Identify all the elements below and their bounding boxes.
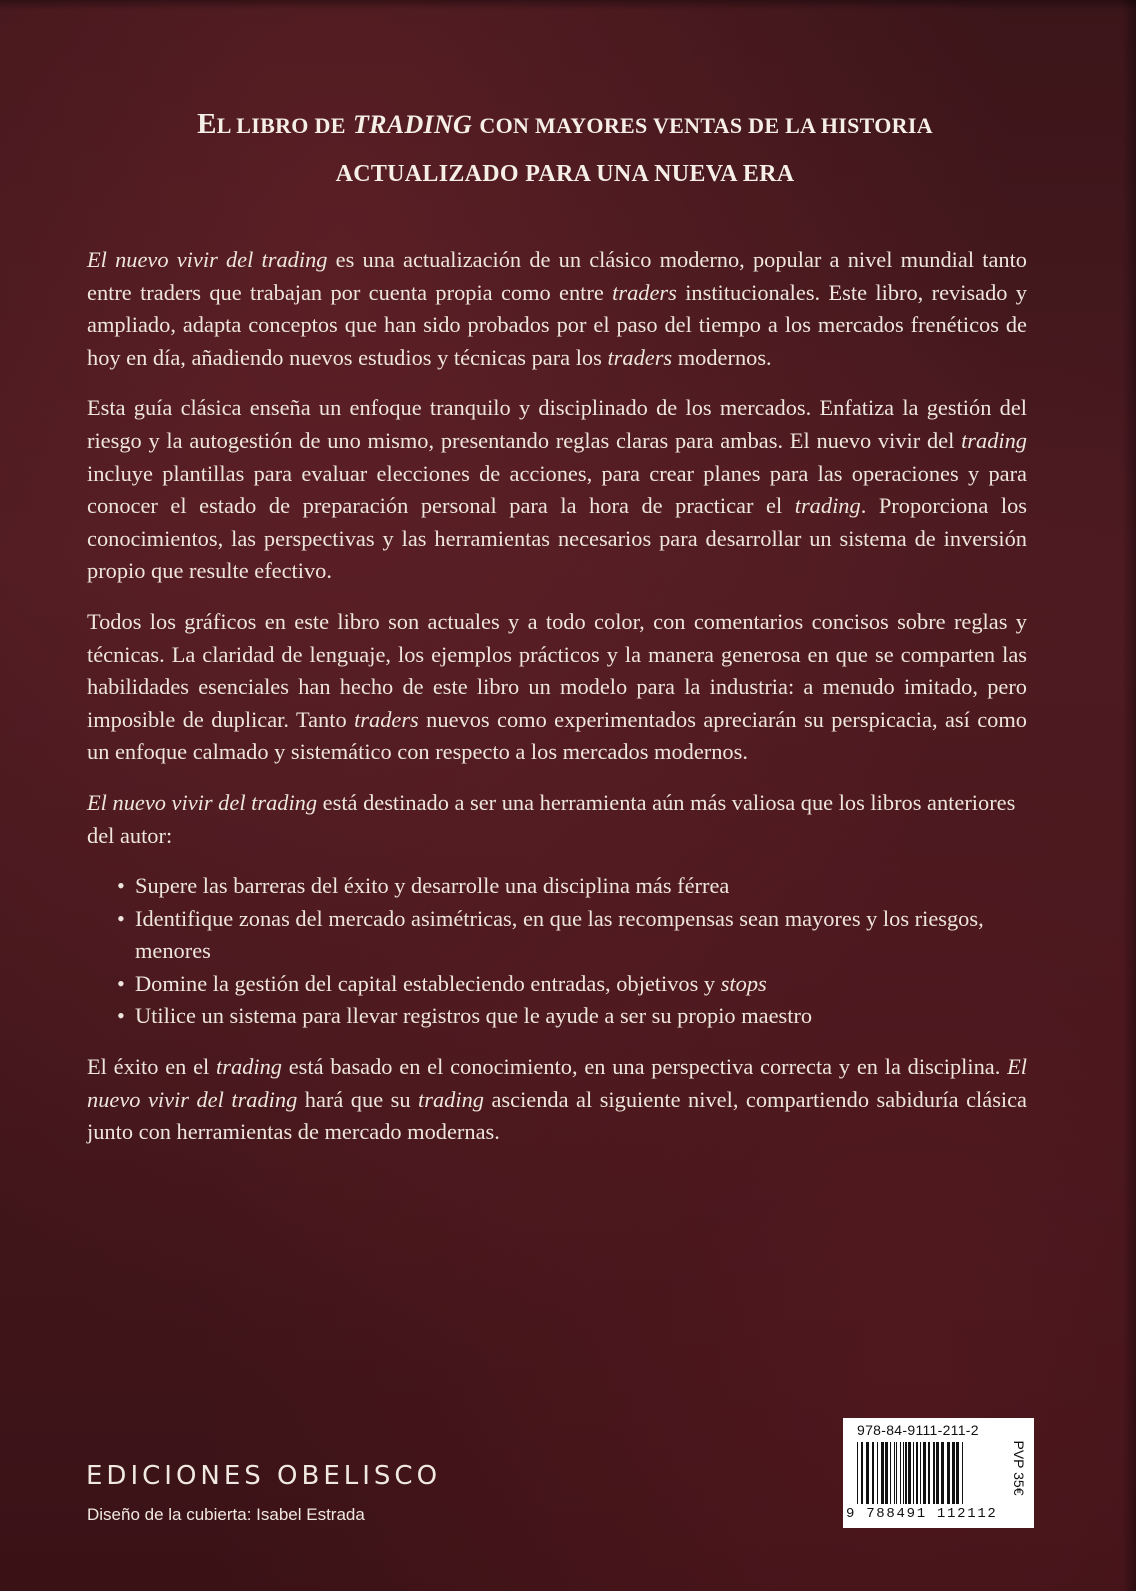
barcode-bar [908, 1442, 911, 1504]
italic-term: traders [607, 344, 673, 370]
isbn-text: 978-84-9111-211-2 [857, 1422, 979, 1438]
italic-term: trading [961, 427, 1027, 453]
text-span: nuevos como experimentados apreciarán su perspicacia, así como un enfoque calmado y sistemático con respecto a los mercados modernos. [87, 706, 1027, 765]
barcode-bar [866, 1442, 869, 1504]
bullet-list [87, 870, 1027, 1033]
barcode-bar [890, 1442, 891, 1504]
book-title-italic: El nuevo vivir del trading [87, 789, 318, 815]
italic-term: trading [418, 1086, 484, 1112]
barcode-bar [861, 1442, 863, 1504]
barcode-bars [857, 1442, 1007, 1504]
barcode-label [843, 1418, 1034, 1528]
publisher-name: EDICIONES OBELISCO [86, 1461, 442, 1491]
price-label: PVP 35€ [1011, 1440, 1027, 1496]
text-span: modernos. [672, 344, 772, 370]
text-span: Domine la gestión del capital estableciendo entradas, objetivos y [135, 970, 721, 996]
text-span: está destinado a ser una herramienta aún más valiosa que los libros anteriores del autor: [87, 789, 1016, 848]
paragraph-1 [87, 244, 1027, 374]
text-span: incluye plantillas para evaluar elecciones de acciones, para crear planes para las operaciones y para conocer el estado de preparación personal para la hora de practicar el [87, 460, 1027, 519]
barcode-bar [936, 1442, 939, 1504]
italic-term: traders [612, 279, 677, 305]
headline-part-1: L LIBRO DE [216, 113, 346, 138]
paragraph-5 [87, 1051, 1027, 1149]
barcode-bar [900, 1442, 901, 1504]
barcode-bar [923, 1442, 926, 1504]
italic-term: trading [794, 493, 861, 519]
barcode-bar [903, 1442, 904, 1504]
italic-term: stops [720, 970, 767, 996]
text-span: El éxito en el [87, 1054, 217, 1080]
italic-term: trading [216, 1054, 282, 1080]
bullet-item [117, 968, 1027, 1001]
barcode-bar [905, 1442, 907, 1504]
paragraph-3 [87, 606, 1027, 769]
barcode-bar [872, 1442, 874, 1504]
headline-italic: TRADING [352, 110, 473, 139]
barcode-bar [933, 1442, 935, 1504]
barcode-bar [885, 1442, 888, 1504]
paragraph-4 [87, 787, 1027, 852]
bullet-item: • Supere las barreras del éxito y desarrolle una disciplina más férrea [117, 870, 1027, 903]
text-span: . Proporciona los conocimientos, las perspectivas y las herramientas necesarios para desarrollar un sistema de inversión propio que resulte efectivo. [87, 493, 1027, 584]
barcode-bar [962, 1442, 963, 1504]
italic-term: traders [354, 706, 419, 732]
top-edge-shadow [0, 0, 1136, 10]
text-span: Esta guía clásica enseña un enfoque tranquilo y disciplinado de los mercados. Enfatiza la gestión del riesgo y la autogestión de uno mismo, presentando reglas claras para ambas. El nuevo vivir del [87, 395, 1027, 453]
barcode-bar [894, 1442, 895, 1504]
barcode-bar [877, 1442, 878, 1504]
ean-digits: 9 788491 112112 [846, 1506, 998, 1522]
barcode-bar [913, 1442, 914, 1504]
barcode-bar [896, 1442, 897, 1504]
bullet-item: • Utilice un sistema para llevar registros que le ayude a ser su propio maestro [117, 1000, 1027, 1033]
barcode-bar [881, 1442, 884, 1504]
text-span: hará que su [297, 1086, 419, 1112]
book-title-italic: El nuevo vivir del trading [87, 247, 328, 272]
bullet-item: • Identifique zonas del mercado asimétricas, en que las recompensas sean mayores y los riesgos, menores [117, 903, 1027, 968]
text-span: ascienda al siguiente nivel, compartiendo sabiduría clásica junto con herramientas de mercado modernas. [87, 1086, 1028, 1145]
barcode-bar [920, 1442, 921, 1504]
paragraph-2 [87, 392, 1027, 588]
text-span: está basado en el conocimiento, en una perspectiva correcta y en la disciplina. [281, 1054, 1008, 1080]
barcode-bar [947, 1442, 950, 1504]
body-text [87, 244, 1027, 1167]
headline [60, 100, 1070, 198]
barcode-bar [857, 1442, 858, 1504]
barcode-bar [941, 1442, 944, 1504]
text-span: Todos los gráficos en este libro son actuales y a todo color, con comentarios concisos sobre reglas y técnicas. La claridad de lenguaje, los ejemplos prácticos y la manera generosa en que se comparten las habilidades esenciales han hecho de este libro un modelo para la industria: a menudo imitado, pero imposible de duplicar. Tanto [87, 608, 1027, 732]
spine-edge-shadow [1122, 0, 1136, 1591]
headline-initial: E [197, 108, 217, 140]
headline-line-2: ACTUALIZADO PARA UNA NUEVA ERA [335, 161, 795, 187]
barcode-bar [952, 1442, 955, 1504]
text-span: es una actualización de un clásico moderno, popular a nivel mundial tanto entre traders que trabajan por cuenta propia como entre [87, 247, 1028, 305]
barcode-bar [916, 1442, 918, 1504]
barcode-bar [956, 1442, 959, 1504]
book-title-italic: El nuevo vivir del trading [87, 1054, 1027, 1112]
headline-part-2: CON MAYORES VENTAS DE LA HISTORIA [479, 113, 933, 138]
text-span: institucionales. Este libro, revisado y ampliado, adapta conceptos que han sido probados por el paso del tiempo a los mercados frenéticos de hoy en día, añadiendo nuevos estudios y técnicas para los [87, 279, 1027, 370]
headline-line-1 [60, 100, 1070, 150]
cover-design-credit: Diseño de la cubierta: Isabel Estrada [87, 1505, 365, 1524]
barcode-bar [928, 1442, 930, 1504]
